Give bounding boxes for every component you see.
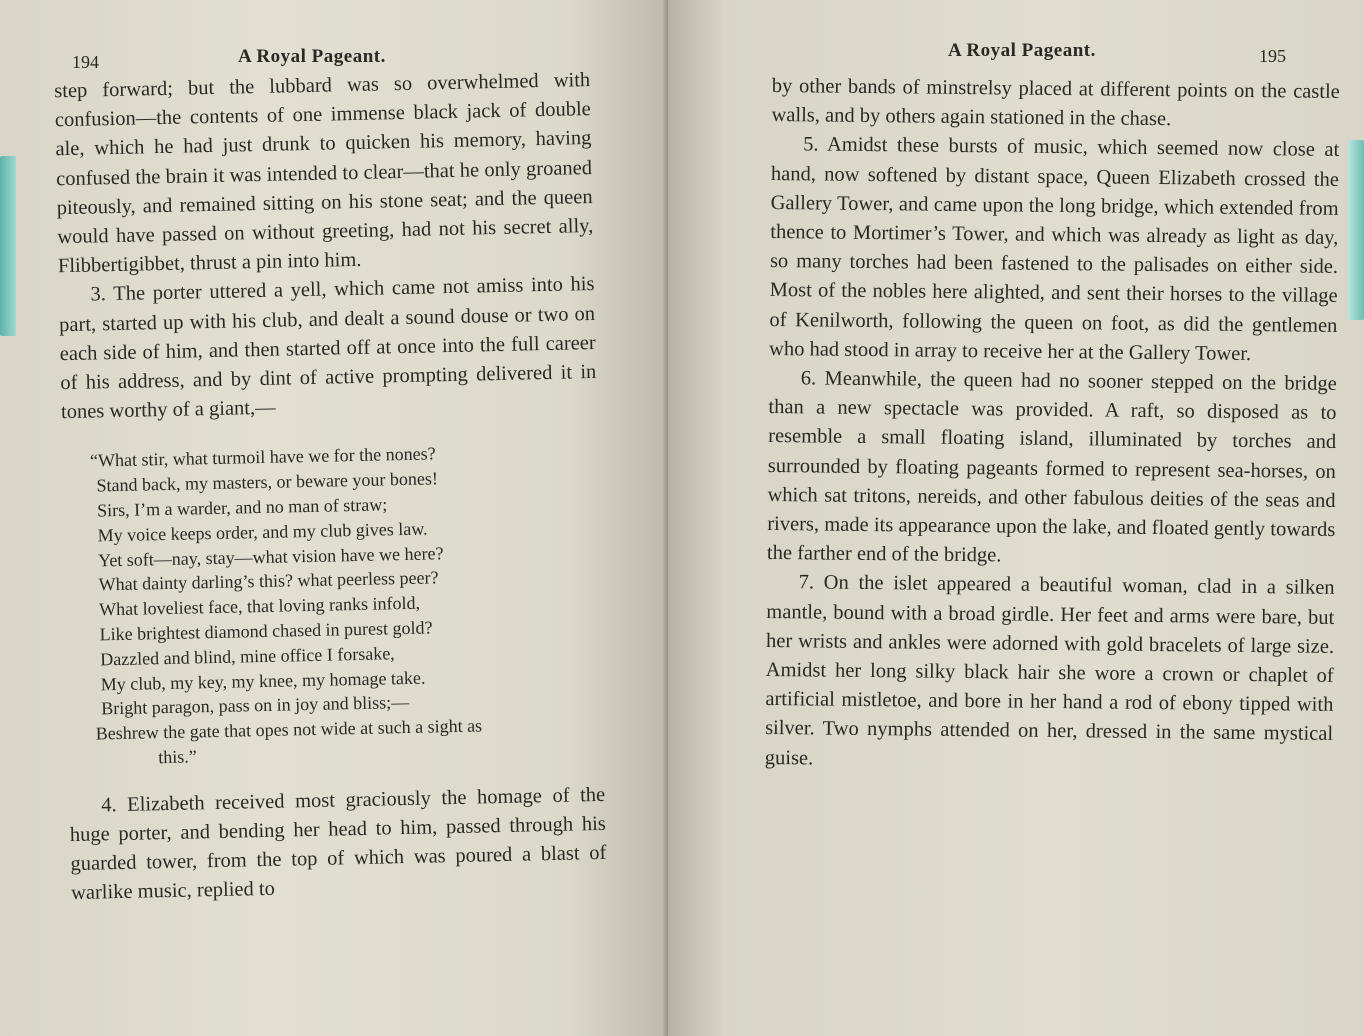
verse-line: “What stir, what turmoil have we for the nones? xyxy=(89,443,436,472)
paragraph: 6. Meanwhile, the queen had no sooner stepped on the bridge than a new spectacle was provided. A raft, so disposed as to resemble a small floating island, illuminated by torches and surrounded by floating pageants formed to represent sea-horses, on which sat tritons, nereids, and other fabulous deities of the seas and rivers, made its appearance upon the lake, and floated gently towards the farther end of the bridge. xyxy=(766,367,1337,567)
verse-line: Beshrew the gate that opes not wide at such a sight as xyxy=(95,715,483,744)
left-page xyxy=(0,0,668,1036)
paragraph: 7. On the islet appeared a beautiful woman, clad in a silken mantle, bound with a broad girdle. Her feet and arms were bare, but her wrists and ankles were adorned with gold bracelets of large size. Amidst her long silky black hair she wore a crown or chaplet of artificial mistletoe, and bore in her hand a rod of ebony tipped with silver. Two nymphs attended on her, dressed in the same mystical guise. xyxy=(764,571,1335,770)
verse-line: Bright paragon, pass on in joy and bliss;— xyxy=(101,692,410,719)
left-running-title: A Royal Pageant. xyxy=(238,46,386,67)
verse-line: Stand back, my masters, or beware your bones! xyxy=(96,468,439,496)
left-page-number: 194 xyxy=(72,52,99,72)
verse-line: My voice keeps order, and my club gives law. xyxy=(97,518,428,546)
right-page-number: 195 xyxy=(1259,46,1286,66)
right-page xyxy=(668,0,1364,1036)
paragraph: by other bands of minstrelsy placed at different points on the castle walls, and by others again stationed in the chase. xyxy=(771,74,1340,131)
paragraph: step forward; but the lubbard was so overwhelmed with confusion—the contents of one immense black jack of double ale, which he had just drunk to quicken his memory, having confused the brain it was intended to clear—that he only groaned piteously, and remained sitting on his stone seat; and the queen would have passed on without greeting, had not his secret ally, Flibbertigibbet, thrust a pin into him. xyxy=(54,69,594,278)
bookmark-tab-right xyxy=(1348,140,1364,320)
right-running-title: A Royal Pageant. xyxy=(948,40,1096,61)
left-page-body xyxy=(18,66,607,909)
bookmark-tab-left xyxy=(0,156,16,336)
verse-line: this.” xyxy=(158,746,197,768)
right-page-header xyxy=(772,40,1340,72)
verse-line: Dazzled and blind, mine office I forsake, xyxy=(99,643,395,670)
verse-line: Sirs, I’m a warder, and no man of straw; xyxy=(96,494,388,521)
verse-line: What dainty darling’s this? what peerless peer? xyxy=(98,567,439,595)
porter-verse xyxy=(90,438,605,771)
paragraph: 4. Elizabeth received most graciously the homage of the huge porter, and bending her head to him, passed through his guarded tower, from the top of which was poured a blast of warlike music, replied to xyxy=(69,783,607,905)
right-page-body xyxy=(765,72,1340,779)
verse-line: Like brightest diamond chased in purest gold? xyxy=(99,617,433,645)
paragraph: 3. The porter uttered a yell, which came not amiss into his part, started up with his club, and dealt a sound douse or two on each side of him, and then started off at once into the full career of his address, and by dint of active prompting delivered it in tones worthy of a giant,— xyxy=(58,273,597,424)
verse-line: What loveliest face, that loving ranks infold, xyxy=(98,592,421,620)
verse-line: Yet soft—nay, stay—what vision have we here? xyxy=(97,542,444,571)
paragraph: 5. Amidst these bursts of music, which seemed now close at hand, now softened by distant space, Queen Elizabeth crossed the Gallery Tower, and came upon the long bridge, which extended from thence to Mortimer’s Tower, and which was already as light as day, so many torches had been fastened to the palisades on either side. Most of the nobles here alighted, and sent their horses to the village of Kenilworth, following the queen on foot, as did the gentlemen who had stood in array to receive her at the Gallery Tower. xyxy=(768,133,1340,365)
verse-line: My club, my key, my knee, my homage take. xyxy=(100,667,426,695)
